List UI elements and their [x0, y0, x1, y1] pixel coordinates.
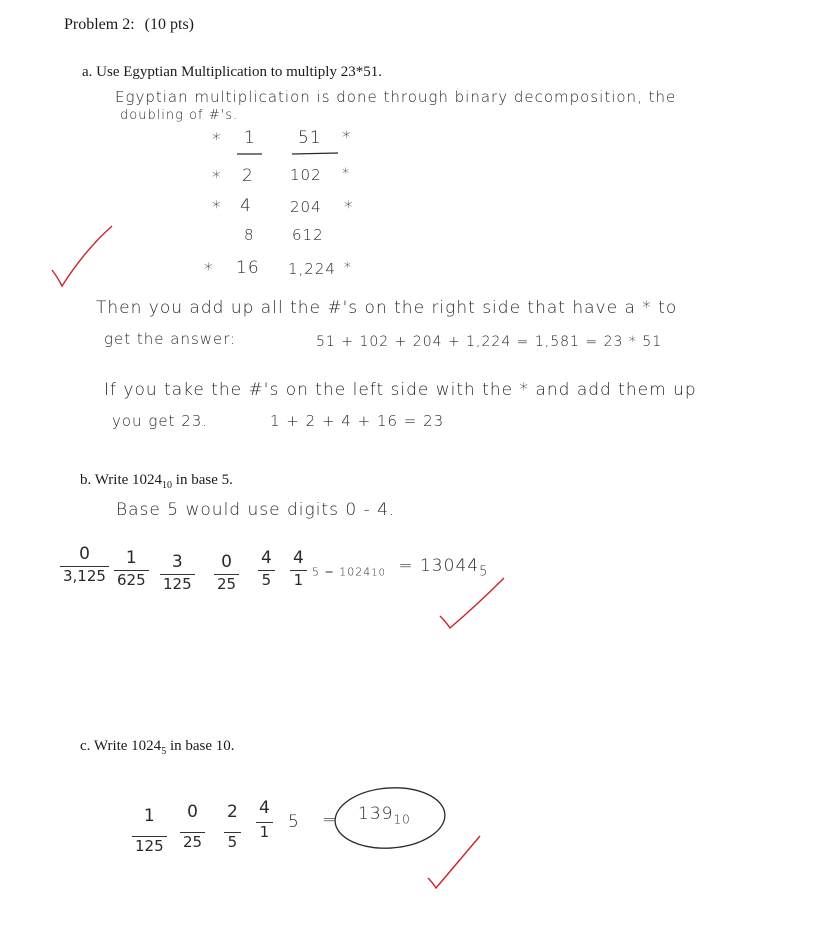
explain1-line2: get the answer: — [104, 330, 237, 348]
c-answer-value: 139 — [358, 804, 394, 824]
part-c-prompt-pre: c. Write 1024 — [80, 738, 162, 754]
b-result-pre: 5 = 1024 — [312, 565, 372, 579]
row2-right: 102 — [290, 166, 322, 184]
problem-points: (10 pts) — [144, 16, 194, 33]
b-result-sub: 10 — [371, 567, 386, 579]
row2-star-right: * — [342, 166, 350, 182]
part-b-prompt-sub: 10 — [162, 480, 173, 491]
red-check-c — [428, 836, 480, 888]
row5-right: 1,224 — [288, 260, 336, 278]
b-digit: 4 — [293, 548, 304, 568]
row1-star-left: * — [212, 130, 222, 150]
b-digit: 1 — [125, 548, 137, 568]
c-equals: = — [322, 810, 338, 830]
c-place-value: 5 — [224, 832, 241, 851]
b-digit: 0 — [221, 552, 232, 572]
row5-star-right: * — [344, 260, 352, 276]
c-digit: 2 — [227, 802, 238, 822]
b-digit: 3 — [171, 552, 183, 572]
row3-right: 204 — [290, 198, 322, 216]
part-b-prompt-post: in base 5. — [172, 472, 233, 488]
b-digit: 4 — [261, 548, 272, 568]
b-place-value: 5 — [258, 570, 275, 589]
sum-right-equation: 51 + 102 + 204 + 1,224 = 1,581 = 23 * 51 — [316, 334, 663, 350]
row5-left: 16 — [236, 258, 260, 278]
c-digit: 0 — [187, 802, 198, 822]
c-digit: 4 — [259, 798, 270, 818]
part-b-prompt-pre: b. Write 1024 — [80, 472, 163, 488]
part-c-prompt-sub: 5 — [161, 746, 167, 757]
row1-left: 1 — [244, 128, 256, 148]
c-place-value: 1 — [256, 822, 273, 841]
part-a-note-line1: Egyptian multiplication is done through binary decomposition, the — [115, 88, 677, 106]
b-result-eq: = 13044 — [398, 556, 480, 576]
row3-star-right: * — [344, 198, 354, 218]
answer-circle — [333, 784, 447, 852]
c-place-value: 125 — [132, 836, 167, 855]
row5-star-left: * — [204, 260, 214, 280]
explain2-line1: If you take the #'s on the left side with the * and add them up — [104, 380, 697, 400]
red-check-a — [52, 226, 112, 286]
row4-left: 8 — [244, 226, 255, 244]
b-place-value: 3,125 — [60, 566, 109, 585]
row3-left: 4 — [240, 196, 252, 216]
part-c-prompt-post: in base 10. — [166, 738, 235, 754]
b-place-value: 125 — [160, 574, 195, 593]
b-digit: 0 — [79, 544, 90, 564]
row3-star-left: * — [212, 198, 222, 218]
c-digit: 1 — [143, 806, 155, 826]
problem-label: Problem 2: — [64, 16, 135, 33]
c-place-value: 25 — [180, 832, 205, 851]
table-header-underline-right — [292, 153, 338, 154]
sum-left-equation: 1 + 2 + 4 + 16 = 23 — [270, 412, 445, 430]
part-a-note-line2: doubling of #'s. — [120, 108, 239, 123]
red-check-b — [440, 578, 504, 628]
part-b-note: Base 5 would use digits 0 - 4. — [116, 500, 396, 520]
b-result-base: 5 — [479, 564, 489, 580]
row1-right: 51 — [298, 128, 322, 148]
row2-star-left: * — [212, 168, 222, 188]
row1-star-right: * — [342, 128, 352, 148]
explain2-line2: you get 23. — [112, 412, 209, 430]
part-a-prompt: a. Use Egyptian Multiplication to multiply 23*51. — [82, 64, 382, 80]
row2-left: 2 — [242, 166, 254, 186]
c-base-mark: 5 — [288, 812, 300, 832]
b-place-value: 1 — [290, 570, 307, 589]
row4-right: 612 — [292, 226, 324, 244]
b-place-value: 625 — [114, 570, 149, 589]
c-answer-sub: 10 — [393, 812, 411, 827]
explain1-line1: Then you add up all the #'s on the right side that have a * to — [96, 298, 678, 318]
b-place-value: 25 — [214, 574, 239, 593]
